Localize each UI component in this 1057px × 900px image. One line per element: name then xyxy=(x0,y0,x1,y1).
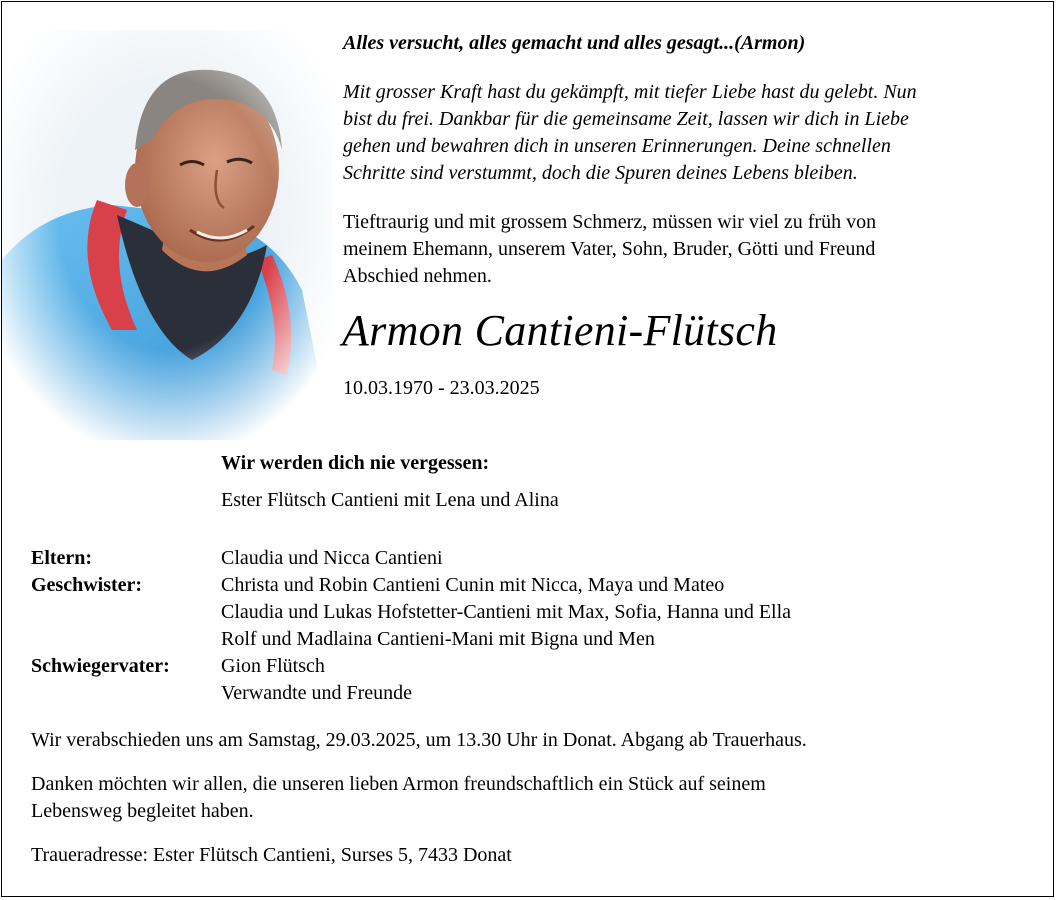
quote-title: Alles versucht, alles gemacht und alles gesagt...(Armon) xyxy=(343,32,806,54)
announcement-text xyxy=(343,209,1033,290)
intro-line: meinem Ehemann, unserem Vater, Sohn, Bruder, Götti und Freund xyxy=(343,238,876,260)
mourning-address: Traueradresse: Ester Flütsch Cantieni, Surses 5, 7433 Donat xyxy=(31,844,512,866)
family-label xyxy=(31,680,221,707)
funeral-info: Wir verabschieden uns am Samstag, 29.03.2025, um 13.30 Uhr in Donat. Abgang ab Trauerhaus. xyxy=(31,729,807,751)
thanks-text xyxy=(31,771,931,825)
family-value: Christa und Robin Cantieni Cunin mit Nicca, Maya und Mateo xyxy=(221,574,725,596)
family-row xyxy=(31,599,1031,626)
poem-line: Mit grosser Kraft hast du gekämpft, mit tiefer Liebe hast du gelebt. Nun xyxy=(343,81,917,103)
never-forget-heading: Wir werden dich nie vergessen: xyxy=(221,452,490,474)
family-list xyxy=(31,545,1031,707)
family-row xyxy=(31,653,1031,680)
family-row xyxy=(31,626,1031,653)
family-row xyxy=(31,545,1031,572)
family-label: Geschwister: xyxy=(31,574,143,596)
poem xyxy=(343,79,1033,187)
family-label: Eltern: xyxy=(31,547,93,569)
family-value: Verwandte und Freunde xyxy=(221,682,413,704)
family-value: Gion Flütsch xyxy=(221,655,325,677)
family-value: Claudia und Lukas Hofstetter-Cantieni mit Max, Sofia, Hanna und Ella xyxy=(221,601,792,623)
poem-line: gehen und bewahren dich in unseren Erinnerungen. Deine schnellen xyxy=(343,135,891,157)
family-row xyxy=(31,572,1031,599)
thanks-line: Lebensweg begleitet haben. xyxy=(31,800,254,822)
family-row xyxy=(31,680,1031,707)
family-label xyxy=(31,626,221,653)
poem-line: Schritte sind verstummt, doch die Spuren deines Lebens bleiben. xyxy=(343,162,858,184)
wife-line: Ester Flütsch Cantieni mit Lena und Alina xyxy=(221,489,559,511)
intro-line: Tieftraurig und mit grossem Schmerz, müssen wir viel zu früh von xyxy=(343,211,877,233)
family-label: Schwiegervater: xyxy=(31,655,170,677)
portrait-photo xyxy=(2,30,332,440)
deceased-name: Armon Cantieni-Flütsch xyxy=(342,306,778,355)
life-dates: 10.03.1970 - 23.03.2025 xyxy=(343,377,540,399)
poem-line: bist du frei. Dankbar für die gemeinsame Zeit, lassen wir dich in Liebe xyxy=(343,108,909,130)
intro-line: Abschied nehmen. xyxy=(343,265,492,287)
family-value: Rolf und Madlaina Cantieni-Mani mit Bigna und Men xyxy=(221,628,655,650)
thanks-line: Danken möchten wir allen, die unseren lieben Armon freundschaftlich ein Stück auf seinem xyxy=(31,773,766,795)
family-value: Claudia und Nicca Cantieni xyxy=(221,547,443,569)
family-label xyxy=(31,599,221,626)
